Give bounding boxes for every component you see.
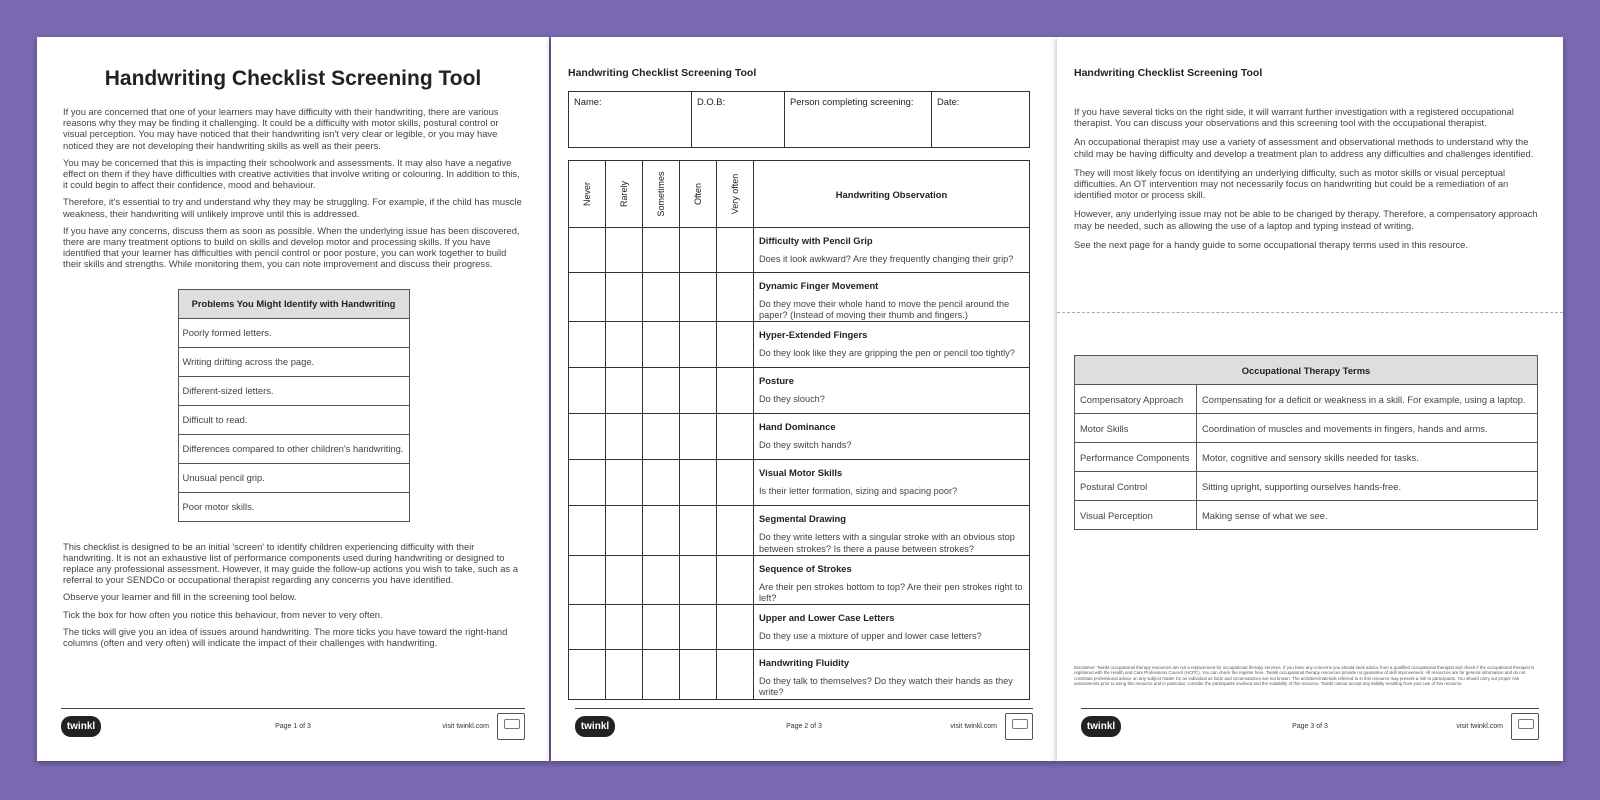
tick-box[interactable] (606, 322, 643, 368)
frequency-header: Sometimes (643, 161, 680, 228)
tick-box[interactable] (606, 414, 643, 460)
tick-box[interactable] (569, 555, 606, 604)
term-cell: Performance Components (1075, 443, 1197, 472)
observation-question: Do they use a mixture of upper and lower case letters? (759, 631, 982, 642)
outro-paragraph: This checklist is designed to be an initial 'screen' to identify children experiencing difficulty with their handwriting. It is not an exhaustive list of performance components used during handwriting or designed to replace any professional assessment. However, it may guide the follow-up actions you wish to take, such as a referral to your SENDCo or occupational therapist regarding any concerns you have identified. (63, 540, 518, 586)
outro-paragraph: Observe your learner and fill in the screening tool below. (63, 591, 297, 603)
frequency-header: Very often (717, 161, 754, 228)
tick-box[interactable] (569, 650, 606, 699)
page-number: Page 1 of 3 (275, 723, 311, 730)
page-body (1074, 106, 1540, 258)
tick-box[interactable] (717, 650, 754, 699)
observation-heading: Posture (759, 375, 794, 387)
term-cell: Postural Control (1075, 472, 1197, 501)
table-row (1075, 501, 1538, 530)
tick-box[interactable] (680, 322, 717, 368)
tick-box[interactable] (643, 650, 680, 699)
problem-row: Difficult to read. (178, 405, 409, 434)
tick-box[interactable] (643, 506, 680, 555)
page-number: Page 2 of 3 (786, 723, 822, 730)
intro-paragraph: Therefore, it's essential to try and understand why they may be struggling. For example, if the child has muscle weakness, their handwriting will unlikely improve until this is addressed. (63, 196, 522, 219)
observation-item (754, 555, 1030, 604)
observation-heading: Upper and Lower Case Letters (759, 612, 895, 624)
page-body (37, 106, 549, 648)
tick-box[interactable] (643, 460, 680, 506)
outro-paragraph: Tick the box for how often you notice this behaviour, from never to very often. (63, 608, 383, 620)
tick-box[interactable] (606, 273, 643, 322)
tick-box[interactable] (717, 555, 754, 604)
tick-box[interactable] (569, 322, 606, 368)
observation-question: Do they look like they are gripping the pen or pencil too tightly? (759, 348, 1015, 359)
table-row (569, 273, 1030, 322)
tick-box[interactable] (643, 414, 680, 460)
observation-question: Are their pen strokes bottom to top? Are their pen strokes right to left? (759, 581, 1023, 604)
definition-cell: Compensating for a deficit or weakness in a skill. For example, using a laptop. (1197, 385, 1538, 414)
page-title: Handwriting Checklist Screening Tool (104, 67, 482, 90)
observation-question: Does it look awkward? Are they frequently changing their grip? (759, 254, 1014, 264)
observation-item (754, 322, 1030, 368)
tick-box[interactable] (680, 414, 717, 460)
tick-box[interactable] (569, 506, 606, 555)
tick-box[interactable] (643, 555, 680, 604)
observation-item (754, 368, 1030, 414)
observation-item (754, 460, 1030, 506)
tick-box[interactable] (643, 368, 680, 414)
observation-heading: Dynamic Finger Movement (759, 280, 879, 291)
body-paragraph: An occupational therapist may use a variety of assessment and observational methods to understand why the child may be having difficulty and develop a treatment plan to address any difficulties and challenges identified. (1074, 136, 1534, 159)
observation-heading: Hyper-Extended Fingers (759, 329, 868, 341)
tick-box[interactable] (680, 555, 717, 604)
page-number: Page 3 of 3 (1292, 723, 1328, 730)
intro-paragraph: If you have any concerns, discuss them as soon as possible. When the underlying issue has been discovered, there are many treatment options to build on skills and develop motor and processing skills. If you have identified that your learner has difficulties with pencil control or poor posture, you can work together to build their skills and strengths. While monitoring them, you can note improvement and discuss their progress. (63, 224, 520, 270)
tick-box[interactable] (680, 650, 717, 699)
quality-badge-icon (1511, 713, 1539, 740)
twinkl-logo: twinkl (61, 716, 101, 737)
definition-cell: Motor, cognitive and sensory skills needed for tasks. (1197, 443, 1538, 472)
terms-table (1074, 355, 1538, 530)
tick-box[interactable] (643, 322, 680, 368)
tick-box[interactable] (606, 228, 643, 273)
tick-box[interactable] (606, 460, 643, 506)
terms-table-header: Occupational Therapy Terms (1075, 356, 1538, 385)
body-paragraph: See the next page for a handy guide to some occupational therapy terms used in this resource. (1074, 238, 1468, 250)
outro-paragraph: The ticks will give you an idea of issues around handwriting. The more ticks you have toward the right-hand columns (often and very often) will indicate the impact of their challenges with handwriting. (63, 625, 508, 649)
visit-link[interactable]: visit twinkl.com (442, 723, 489, 730)
observation-item (754, 273, 1030, 322)
problem-row: Writing drifting across the page. (178, 347, 409, 376)
table-row (569, 460, 1030, 506)
observation-question: Do they write letters with a singular stroke with an obvious stop between strokes? Is there a pause between strokes? (759, 532, 1015, 554)
table-row (569, 605, 1030, 650)
quality-badge-icon (497, 713, 525, 740)
table-row (1075, 414, 1538, 443)
observation-item (754, 650, 1030, 699)
observation-item (754, 506, 1030, 555)
problem-row: Poor motor skills. (178, 492, 409, 521)
table-row (1075, 443, 1538, 472)
term-cell: Compensatory Approach (1075, 385, 1197, 414)
definition-cell: Making sense of what we see. (1197, 501, 1538, 530)
observation-heading: Segmental Drawing (759, 513, 846, 525)
observation-question: Do they switch hands? (759, 440, 852, 451)
tick-box[interactable] (569, 414, 606, 460)
twinkl-logo: twinkl (575, 716, 615, 737)
twinkl-logo: twinkl (1081, 716, 1121, 737)
observation-question: Is their letter formation, sizing and spacing poor? (759, 486, 958, 497)
dob-field[interactable]: D.O.B: (692, 92, 785, 148)
observation-item (754, 414, 1030, 460)
tick-box[interactable] (569, 460, 606, 506)
table-row (569, 228, 1030, 273)
cut-line-divider (1057, 312, 1563, 313)
tick-box[interactable] (569, 228, 606, 273)
problem-row: Differences compared to other children's handwriting. (178, 434, 409, 463)
table-row (569, 368, 1030, 414)
info-table (568, 91, 1030, 148)
observation-heading: Hand Dominance (759, 421, 836, 433)
observation-heading: Handwriting Fluidity (759, 657, 850, 669)
problems-table (178, 289, 410, 522)
document-page-1 (37, 37, 549, 761)
tick-box[interactable] (606, 368, 643, 414)
name-field[interactable]: Name: (569, 92, 692, 148)
disclaimer-text: Disclaimer: Twinkl occupational therapy resources are not a replacement for occupational therapy services. If you have any concerns you should seek advice from a qualified occupational therapist and check if the occupational therapist is registered with the Health and Care Professions Council (HCPC). You can check the register here. Twinkl occupational therapy resources provide no guarantee of skill improvement. All resources are for general information and do not constitute professional advice on any subject matter for an individual as facts and circumstances are not known. The activities/materials referred to in this resource may present a risk to participants. You should carry out proper risk assessments prior to using this resource and in particular, consider the participants involved and the suitability of this resource. Twinkl cannot accept any liability resulting from your use of this resource. (1074, 665, 1535, 687)
tick-box[interactable] (643, 273, 680, 322)
tick-box[interactable] (643, 605, 680, 650)
observation-header: Handwriting Observation (754, 161, 1030, 228)
frequency-header: Rarely (606, 161, 643, 228)
body-paragraph: However, any underlying issue may not be able to be changed by therapy. Therefore, a compensatory approach may be needed, such as allowing the use of a laptop and typing instead of writing. (1074, 208, 1538, 231)
observation-item (754, 228, 1030, 273)
tick-box[interactable] (717, 460, 754, 506)
table-row (569, 650, 1030, 699)
tick-box[interactable] (680, 605, 717, 650)
tick-box[interactable] (717, 605, 754, 650)
table-row (569, 414, 1030, 460)
quality-badge-icon (1005, 713, 1033, 740)
body-paragraph: If you have several ticks on the right side, it will warrant further investigation with a registered occupational therapist. You can discuss your observations and this screening tool with the occupational therapist. (1074, 106, 1514, 129)
observation-item (754, 605, 1030, 650)
tick-box[interactable] (717, 414, 754, 460)
intro-paragraph: You may be concerned that this is impacting their schoolwork and assessments. It may also have a negative effect on them if they have difficulties with creative activities that involve writing or colouring. In addition to this, it could begin to affect their confidence, mood and behaviour. (63, 156, 520, 191)
tick-box[interactable] (680, 460, 717, 506)
tick-box[interactable] (717, 368, 754, 414)
table-row (1075, 472, 1538, 501)
page-footer (61, 708, 525, 740)
tick-box[interactable] (643, 228, 680, 273)
frequency-header: Often (680, 161, 717, 228)
problem-row: Poorly formed letters. (178, 318, 409, 347)
observation-question: Do they move their whole hand to move the pencil around the paper? (Instead of moving their thumb and fingers.) (759, 299, 1010, 321)
definition-cell: Sitting upright, supporting ourselves hands-free. (1197, 472, 1538, 501)
visit-link[interactable]: visit twinkl.com (950, 723, 997, 730)
problem-row: Different-sized letters. (178, 376, 409, 405)
tick-box[interactable] (569, 368, 606, 414)
tick-box[interactable] (717, 228, 754, 273)
problem-row: Unusual pencil grip. (178, 463, 409, 492)
table-row (1075, 385, 1538, 414)
body-paragraph: They will most likely focus on identifying an underlying difficulty, such as motor skills or visual perceptual difficulties. An OT intervention may not necessarily focus on handwriting but could be a remediation of an identified motor or process skill. (1074, 166, 1509, 201)
tick-box[interactable] (717, 273, 754, 322)
tick-box[interactable] (717, 322, 754, 368)
tick-box[interactable] (606, 555, 643, 604)
tick-box[interactable] (680, 273, 717, 322)
table-row (569, 322, 1030, 368)
table-row (569, 506, 1030, 555)
term-cell: Visual Perception (1075, 501, 1197, 530)
tick-box[interactable] (717, 506, 754, 555)
observation-heading: Difficulty with Pencil Grip (759, 235, 873, 246)
page-footer (1081, 708, 1539, 740)
definition-cell: Coordination of muscles and movements in fingers, hands and arms. (1197, 414, 1538, 443)
tick-box[interactable] (569, 273, 606, 322)
page-title: Handwriting Checklist Screening Tool (1074, 67, 1263, 79)
observation-table (568, 160, 1030, 700)
frequency-header: Never (569, 161, 606, 228)
term-cell: Motor Skills (1075, 414, 1197, 443)
page-title: Handwriting Checklist Screening Tool (568, 67, 757, 79)
observation-question: Do they talk to themselves? Do they watch their hands as they write? (759, 676, 1013, 698)
observation-heading: Visual Motor Skills (759, 467, 843, 479)
tick-box[interactable] (606, 506, 643, 555)
document-page-3 (1057, 37, 1563, 761)
visit-link[interactable]: visit twinkl.com (1456, 723, 1503, 730)
problems-table-header: Problems You Might Identify with Handwriting (178, 289, 409, 318)
tick-box[interactable] (606, 605, 643, 650)
intro-paragraph: If you are concerned that one of your learners may have difficulty with their handwriting, there are various reasons why they may be finding it challenging. It could be a difficulty with motor skills, postural control or visual perception. You may have noticed that their handwriting isn't very clear or legible, or you may have noticed they are not developing their handwriting skills as well as their peers. (63, 106, 499, 151)
tick-box[interactable] (680, 228, 717, 273)
tick-box[interactable] (680, 506, 717, 555)
table-row (569, 555, 1030, 604)
observation-question: Do they slouch? (759, 394, 825, 405)
observation-heading: Sequence of Strokes (759, 562, 852, 574)
date-field[interactable]: Date: (932, 92, 1030, 148)
document-page-2 (551, 37, 1057, 761)
person-completing-field[interactable]: Person completing screening: (785, 92, 932, 148)
page-footer (575, 708, 1033, 740)
tick-box[interactable] (606, 650, 643, 699)
tick-box[interactable] (680, 368, 717, 414)
tick-box[interactable] (569, 605, 606, 650)
